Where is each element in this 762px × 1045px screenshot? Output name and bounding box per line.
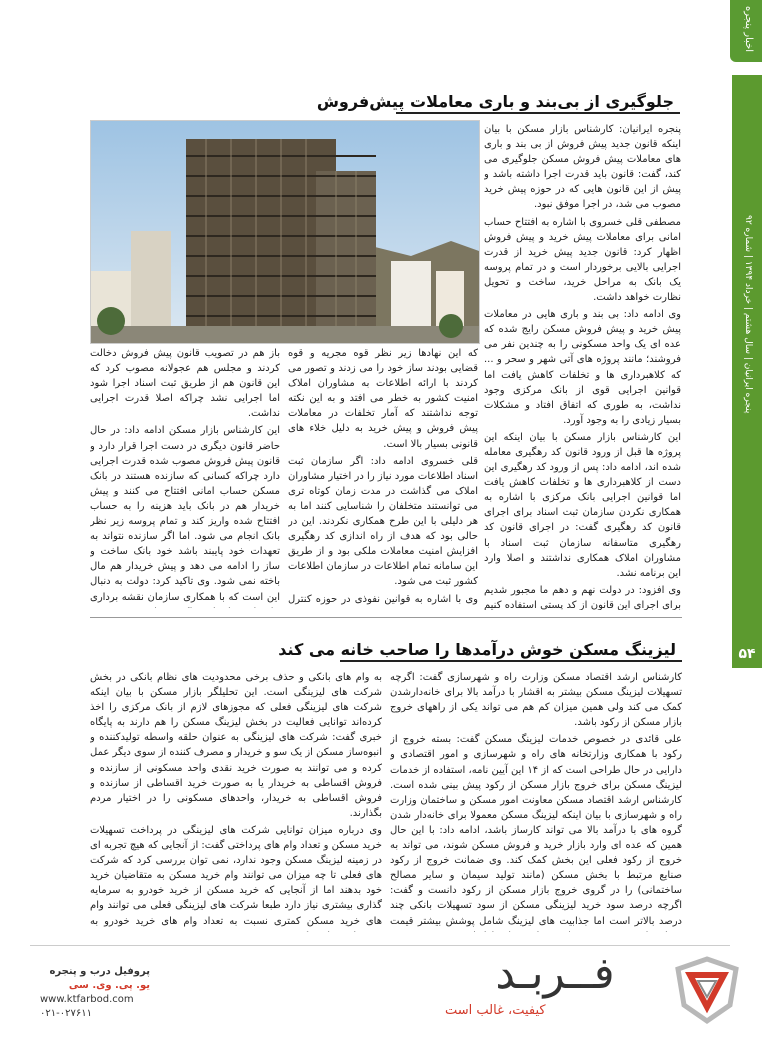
brand-slogan: کیفیت، غالب است (445, 1003, 546, 1018)
page-number: ۵۴ (732, 640, 762, 668)
product-line: پروفیل درب و پنجره (49, 966, 150, 977)
brand-block (445, 948, 665, 1018)
phone-number: ۰۲۱-۰۲۷۶۱۱ (40, 1008, 92, 1019)
paragraph: باز هم در تصویب قانون پیش فروش دخالت کردند و مجلس هم عجولانه مصوب کرد که این قانون هم از طریق ثبت اسناد اجرا شود اما اجرایی نشد چراکه اصلا قدرت اجرایی نداشت. (90, 348, 280, 420)
contact-block (40, 965, 150, 1021)
article2-column-right (390, 670, 682, 932)
article2-title: لیزینگ مسکن خوش درآمدها را صاحب خانه می کند (278, 640, 676, 659)
farbod-emblem (672, 955, 742, 1025)
issue-info: پنجره ایرانیان | سال هشتم | خرداد ۱۳۹۴ | شماره ۹۲ (743, 215, 753, 414)
section-tab (730, 0, 762, 62)
article2-header (278, 640, 682, 659)
footer-divider (30, 945, 730, 946)
shield-logo-icon (672, 955, 742, 1025)
paragraph: قلی خسروی ادامه داد: اگر سازمان ثبت اسناد اطلاعات مورد نیاز را در اختیار مشاوران املاک می گذاشت در مدت زمان کوتاه تری می توانستند متخلفان را شناسایی کنند اما به هر دلیلی با این طرح همکاری نکردند. این در حالی بود که هدف از راه اندازی کد رهگیری افزایش امنیت معاملات ملکی بود و از طریق این سامانه تمام اطلاعات در سازمان اطلاعات کشور ثبت می شود. (288, 455, 478, 588)
website-link[interactable]: www.ktfarbod.com (40, 994, 134, 1005)
paragraph: پنجره ایرانیان: کارشناس بازار مسکن با بیان اینکه قانون جدید پیش فروش از بی بند و باری های معاملات پیش فروش مسکن جلوگیری می کند، گفت: قانون باید قدرت اجرا داشته باشد و پیش از این قانون هایی که در حوزه پیش خرید مصوب می شد، در اجرا موفق نبود. (484, 124, 681, 211)
product-material: یو. پی. وی. سی (68, 980, 150, 991)
paragraph: این کارشناس بازار مسکن ادامه داد: در حال حاضر قانون دیگری در دست اجرا قرار دارد و قانون پیش فروش مصوب شده قدرت اجرایی دارد چراکه کسانی که سازنده هستند در بانک مسکن حساب امانی افتتاح می کنند و پیش خریدار هم در بانک باید هزینه را به حساب افتتاح شده واریز کند و تمام پروسه زیر نظر بانک انجام می شود. اما اگر سازنده نتواند به تعهدات خود پایبند باشد خود بانک ساخت و ساز را ادامه می دهد و پیش خریدار هم مال باخته نمی شود. وی تاکید کرد: دولت به دنبال این است که با همکاری سازمان نقشه برداری (90, 425, 280, 603)
article1-column-right (484, 122, 681, 610)
paragraph: کارشناس ارشد اقتصاد مسکن وزارت راه و شهرسازی گفت: اگرچه تسهیلات لیزینگ مسکن بیشتر به اقشار با درآمد بالا برای خانه‌دارشدن کمک می کند ولی همین میزان کم هم می تواند یکی از راههای خروج بازار مسکن از رکود باشد. (390, 672, 682, 729)
paragraph: که این نهادها زیر نظر قوه مجریه و قوه قضایی بودند ساز خود را می زدند و تصور می کردند با ارائه اطلاعات به مشاوران املاک امنیت کشور به خطر می افتد و به این نکته توجه نداشتند که آمار تخلفات در معاملات پیش فروش و پیش خرید به دلیل خلاء های قانونی بسیار بالا است. (288, 348, 478, 450)
article1-title-rule (396, 112, 680, 114)
magazine-side-bar (732, 75, 762, 655)
building-photo (90, 120, 480, 344)
construction-image (91, 121, 479, 343)
paragraph: وی با اشاره به قوانین نفوذی در حوزه کنترل (288, 593, 478, 605)
paragraph: مصطفی قلی خسروی با اشاره به افتتاح حساب امانی برای معاملات پیش خرید و پیش فروش اظهار کرد: قانون جدید پیش خرید از قدرت اجرایی بالایی برخوردار است و در تمام پروسه یک بانک به مراحل خرید، ساخت و تحویل نظارت خواهد داشت. (484, 216, 681, 304)
article1-header (316, 92, 680, 111)
article1-column-middle (288, 346, 478, 608)
section-tab-label: اخبار پنجره (743, 6, 754, 53)
article2-title-rule (340, 660, 682, 662)
section-divider (90, 617, 682, 618)
brand-logo: فــربـد (495, 948, 615, 999)
paragraph: وی درباره میزان توانایی شرکت های لیزینگی در پرداخت تسهیلات خرید مسکن و تعداد وام های پرداختی گفت: از آنجایی که هیچ تجربه ای در زمینه لیزینگ مسکن وجود ندارد، نمی توان بررسی کرد که شرکت های فعلی تا چه میزان می توانند وام خرید مسکن به متقاضیان خرید خود بدهند اما از آنجایی که خرید مسکن از خرید خودرو به سرمایه گذاری بیشتری نیاز دارد طبعا شرکت های لیزینگی فعلی می توانند وام های خرید مسکن کمتری نسبت به تعداد وام های خرید خودرو به (90, 824, 382, 927)
paragraph: به وام های بانکی و حذف برخی محدودیت های نظام بانکی در بخش شرکت های لیزینگی است. این تحلیلگر بازار مسکن با بیان اینکه شرکت های لیزینگی فعلی که مجوزهای لازم از بانک مرکزی را اخذ کرده‌اند توانایی فعالیت در بخش لیزینگ مسکن را هم دارند به پایگاه خبری گفت: شرکت های لیزینگی به عنوان حلقه واسطه تولیدکننده و انبوه‌ساز مسکن از یک سو و خریدار و مصرف کننده از سوی دیگر عمل کرده و می توانند به صورت خرید نقدی واحد مسکونی از سازنده و فروش اقساطی به خریدار یا به صورت خرید اقساطی از سازنده و فروش اقساطی به خریدار، واحدهای مسکونی را در اختیار مردم بگذارند. (90, 672, 382, 819)
article2-column-left (90, 670, 382, 932)
paragraph: وی ادامه داد: بی بند و باری هایی در معاملات پیش خرید و پیش فروش مسکن رایج شده که عده ای یک واحد مسکونی را به چندین نفر می فروشند؛ مانند پروژه های آتی شهر و سحر و ... که کلاهبرداری ها و تخلفات کاهش یافت اما قوانین اجرایی قوی از بانک مرکزی وجود نداشت، به طوری که اتفاق افتاد و مشکلات بسیار زیادی را به وجود آورد. (484, 309, 681, 426)
paragraph: وی افزود: در دولت نهم و دهم ما مجبور شدیم برای اجرای این قانون از کد پستی استفاده کنیم (484, 584, 681, 610)
paragraph: علی قائدی در خصوص خدمات لیزینگ مسکن گفت: بسته خروج از رکود با همکاری وزارتخانه های راه و شهرسازی و امور اقتصادی و دارایی در حال طراحی است که از ۱۴ این آیین نامه، استفاده از خدمات لیزینگ مسکن برای خروج بازار مسکن از رکود پیش بینی شده است. کارشناس ارشد اقتصاد مسکن معاونت امور مسکن و ساختمان وزارت راه و شهرسازی با بیان اینکه لیزینگ مسکن معمولا برای خانه‌دار شدن گروه های با درآمد بالا می تواند کارساز باشد، ادامه داد: با این حال همین که عده ای وارد بازار خرید و فروش مسکن شوند، می تواند به خروج از رکود فعلی این بخش کمک کند. وی ضمانت خروج از رکود صنایع مرتبط با بخش مسکن (مانند تولید سیمان و سایر مصالح ساختمانی) را در گروی خروج بازار مسکن از رکود دانست و گفت: اگرچه درصد سود خرید لیزینگی مسکن از سود تسهیلات بانکی چند درصد بالاتر است اما جذابیت های لیزینگ شامل پوشش بیشتر قیمت (390, 734, 682, 927)
article1-column-left (90, 346, 280, 608)
article1-title: جلوگیری از بی‌بند و باری معاملات پیش‌فروش (316, 92, 674, 111)
paragraph: این کارشناس بازار مسکن با بیان اینکه این پروژه ها قبل از ورود قانون کد رهگیری معامله شده اند، ادامه داد: پس از ورود کد رهگیری این دست از کلاهبرداری ها و تخلفات کاهش یافت اما قوانین اجرایی بانک مرکزی با اشاره به همکاری نکردن سازمان ثبت اسناد برای اجرای قانون کد رهگیری گفت: در اجرای قانون کد رهگیری متاسفانه سازمان ثبت اسناد با مشاوران املاک همکاری نداشتند و اصلا وارد این برنامه نشد. (484, 431, 681, 579)
